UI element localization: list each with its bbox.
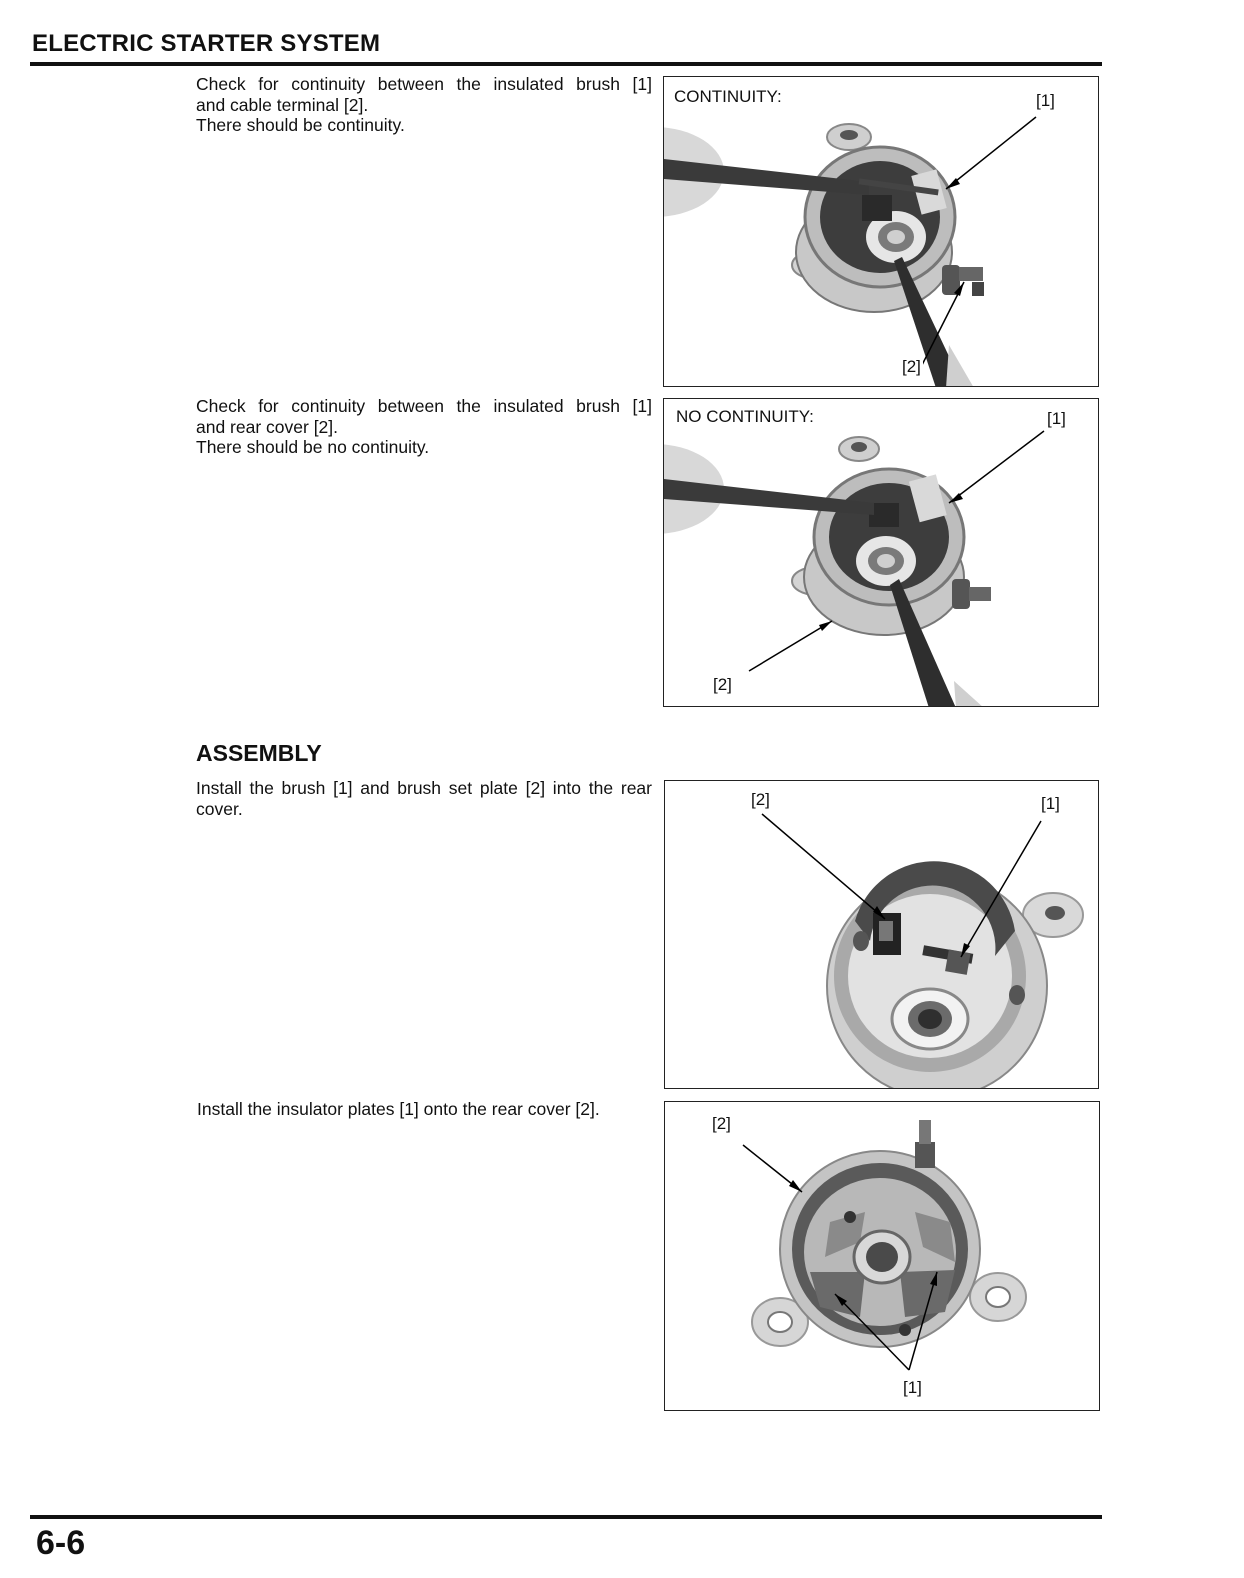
starter-rear-cover-photo — [664, 77, 1099, 387]
figure-continuity-label: CONTINUITY: — [674, 87, 782, 106]
brush-set-plate-photo — [665, 781, 1099, 1089]
step-continuity-text — [196, 74, 652, 136]
figure-no-continuity-callout-2: [2] — [713, 675, 732, 694]
assembly-step-1-text — [196, 778, 652, 819]
figure-no-continuity-callout-1: [1] — [1047, 409, 1066, 428]
assembly-step-1-line-2: cover. — [196, 798, 243, 819]
figure-continuity-callout-2: [2] — [902, 357, 921, 376]
insulator-plates-photo — [665, 1102, 1100, 1411]
step-continuity-line-3: There should be continuity. — [196, 115, 405, 135]
figure-continuity-callout-1: [1] — [1036, 91, 1055, 110]
step-continuity-line-2: and cable terminal [2]. — [196, 94, 369, 115]
section-heading-assembly: ASSEMBLY — [196, 740, 322, 766]
starter-rear-cover-photo — [664, 399, 1099, 707]
figure-continuity — [663, 76, 1099, 387]
page-title: ELECTRIC STARTER SYSTEM — [32, 30, 381, 57]
step-no-continuity-text — [196, 396, 652, 458]
assembly-step-1-line-1: Install the brush [1] and brush set plate [2] into the rear — [196, 778, 652, 798]
page-number: 6-6 — [36, 1524, 86, 1562]
footer-rule — [30, 1515, 1102, 1519]
figure-brush-callout-2: [2] — [751, 790, 770, 809]
figure-brush-installation — [664, 780, 1099, 1089]
figure-insulator-callout-1: [1] — [903, 1378, 922, 1397]
assembly-step-2-line-1: Install the insulator plates [1] onto the rear cover [2]. — [197, 1099, 600, 1119]
assembly-step-2-text — [197, 1099, 653, 1120]
figure-no-continuity — [663, 398, 1099, 707]
step-no-continuity-line-3: There should be no continuity. — [196, 437, 430, 457]
step-no-continuity-line-2: and rear cover [2]. — [196, 416, 339, 437]
header-rule — [30, 62, 1102, 66]
figure-insulator-callout-2: [2] — [712, 1114, 731, 1133]
step-continuity-line-1: Check for continuity between the insulated brush [1] — [196, 74, 652, 94]
step-no-continuity-line-1: Check for continuity between the insulated brush [1] — [196, 396, 652, 416]
figure-brush-callout-1: [1] — [1041, 794, 1060, 813]
figure-no-continuity-label: NO CONTINUITY: — [676, 407, 814, 426]
figure-insulator-plates — [664, 1101, 1100, 1411]
